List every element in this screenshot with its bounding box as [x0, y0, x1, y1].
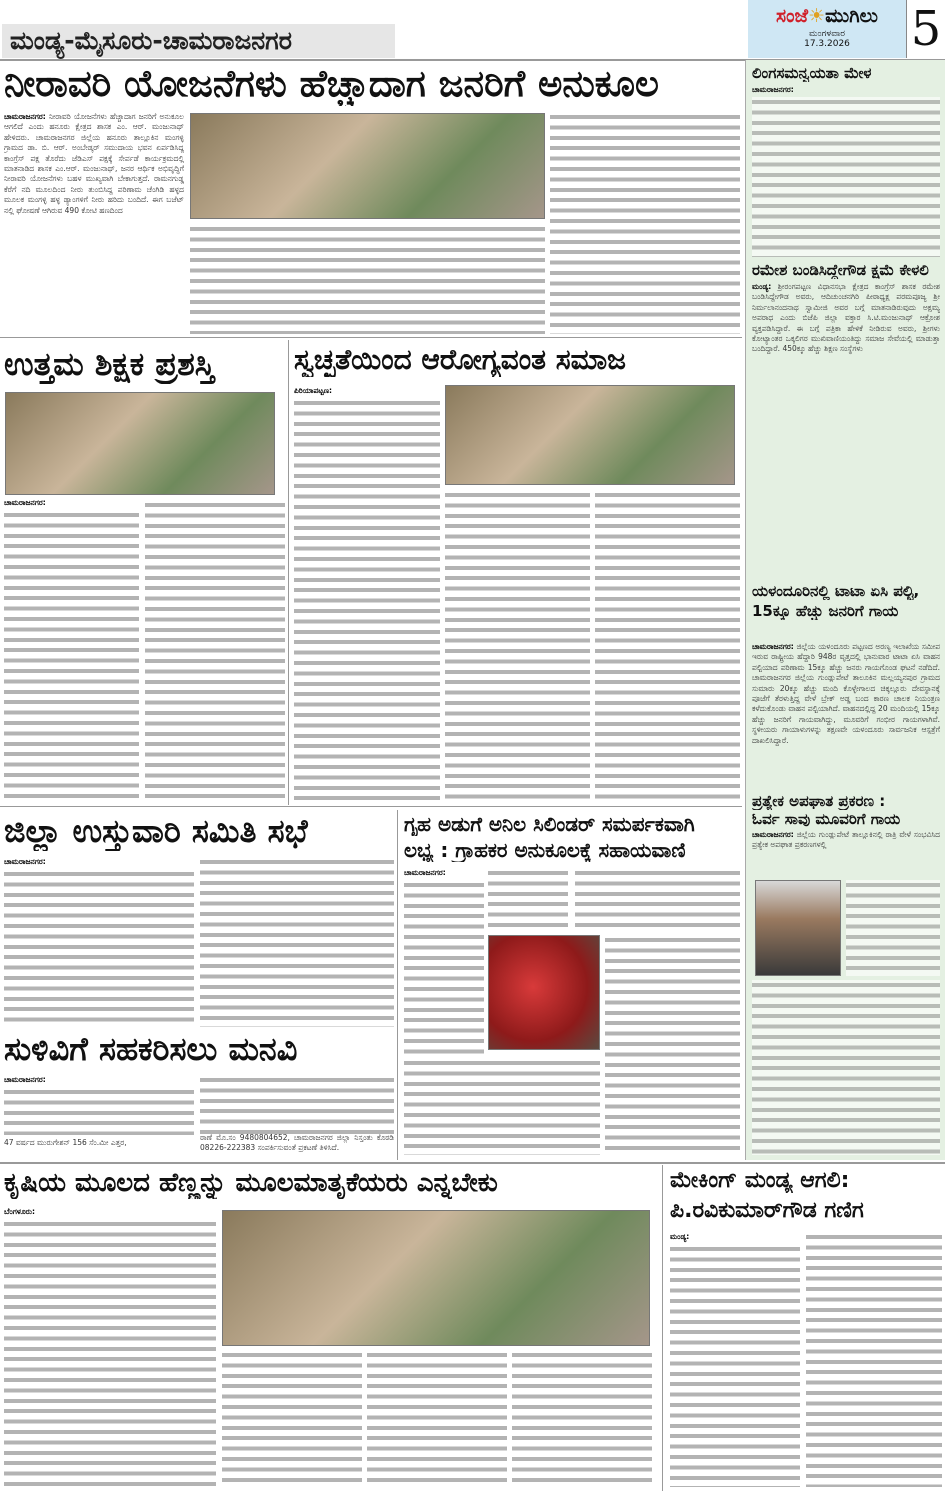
article-accident-text — [752, 980, 940, 1155]
page-number: 5 — [906, 0, 945, 58]
article-gender-text — [752, 97, 940, 257]
photo-gas-cylinders — [488, 935, 600, 1050]
photo-farming-event — [222, 1210, 650, 1346]
article-making-text — [806, 1232, 942, 1487]
headline-tata-ace-sub: 15ಕ್ಕೂ ಹೆಚ್ಚು ಜನರಿಗೆ ಗಾಯ — [752, 602, 899, 620]
dateline: ಚಾಮರಾಜನಗರ: — [4, 498, 46, 507]
photo-teacher-award — [5, 392, 275, 495]
article-accident-body: ಚಾಮರಾಜನಗರ: ಜಿಲ್ಲೆಯ ಗುಂಡ್ಲುಪೇಟೆ ತಾಲ್ಲೂಕಿನಲ್ಲಿ ರಾತ್ರಿ ವೇಳೆ ಸಂಭವಿಸಿದ ಪ್ರತ್ಯೇಕ ಅಪಘಾತ ಪ್ರಕರಣಗಳಲ್ಲಿ — [752, 830, 940, 850]
headline-district-committee: ಜಿಲ್ಲಾ ಉಸ್ತುವಾರಿ ಸಮಿತಿ ಸಭೆ — [4, 812, 308, 850]
headline-clue-appeal: ಸುಳಿವಿಗೆ ಸಹಕರಿಸಲು ಮನವಿ — [4, 1030, 298, 1068]
article-cleanliness-text — [445, 490, 590, 800]
article-farming-text — [222, 1350, 362, 1487]
dateline: ಚಾಮರಾಜನಗರ: — [4, 857, 46, 866]
article-teacher-text — [4, 510, 139, 800]
dateline: ಮಂಡ್ಯ: — [670, 1232, 690, 1241]
headline-tata-ace: ಯಳಂದೂರಿನಲ್ಲಿ ಟಾಟಾ ಏಸಿ ಪಲ್ಟಿ, — [752, 582, 920, 600]
article-committee-text — [200, 857, 394, 1027]
issue-date: 17.3.2026 — [804, 39, 850, 49]
divider — [288, 340, 289, 805]
article-gas-text — [404, 880, 484, 1055]
headline-making-mandya-sub: ಪಿ.ರವಿಕುಮಾರ್‌ಗೌಡ ಗಣಿಗ — [670, 1198, 864, 1223]
headline-gas-cylinder: ಗೃಹ ಅಡುಗೆ ಅನಿಲ ಸಿಲಿಂಡರ್ ಸಮರ್ಪಕವಾಗಿ — [404, 812, 695, 836]
headline-teacher-award: ಉತ್ತಮ ಶಿಕ್ಷಕ ಪ್ರಶಸ್ತಿ — [4, 345, 215, 383]
article-clue-text — [4, 1087, 194, 1135]
article-clue-tail: 47 ವರ್ಷದ ಮುರುಗೇಶನ್ 156 ಸೆಂ.ಮೀ ಎತ್ತರ, — [4, 1138, 127, 1147]
headline-gas-cylinder-sub: ಲಭ್ಯ : ಗ್ರಾಹಕರ ಅನುಕೂಲಕ್ಕೆ ಸಹಾಯವಾಣಿ — [404, 838, 686, 862]
article-cleanliness-text — [294, 398, 440, 800]
article-clue-tail: ಠಾಣೆ ಮೊ.ಸಂ 9480804652, ಚಾಮರಾಜನಗರ ಜಿಲ್ಲಾ ನಿಸ್ತಂತು ಕೊಠಡಿ 08226-222383 ಸಂಪರ್ಕಿಸುವಂತೆ ಪ್ರಕಟಣೆ ತಿಳಿಸಿದೆ. — [200, 1133, 394, 1153]
headline-ramesh-apology: ರಮೇಶ ಬಂಡಿಸಿದ್ದೇಗೌಡ ಕ್ಷಮೆ ಕೇಳಲಿ — [752, 261, 929, 279]
sun-icon: ☀ — [808, 5, 826, 27]
dateline: ಪಿರಿಯಾಪಟ್ಟಣ: — [294, 386, 333, 395]
article-irrigation-text — [550, 112, 740, 334]
dateline: ಚಾಮರಾಜನಗರ: — [404, 868, 446, 877]
divider — [397, 810, 398, 1160]
headline-gender-fair: ಲಿಂಗಸಮನ್ವಯತಾ ಮೇಳ — [752, 64, 872, 82]
article-teacher-text — [145, 500, 285, 800]
article-clue-text — [200, 1075, 394, 1135]
article-gas-text — [404, 1058, 600, 1155]
article-making-text — [670, 1244, 800, 1487]
photo-victim-portrait — [755, 880, 841, 976]
article-irrigation-body: ಚಾಮರಾಜನಗರ: ನೀರಾವರಿ ಯೋಜನೆಗಳು ಹೆಚ್ಚಾದಾಗ ಜನರಿಗೆ ಅನುಕೂಲ ಆಗಲಿದೆ ಎಂದು ಹನೂರು ಕ್ಷೇತ್ರದ ಶಾಸಕ ಎಂ. ಆರ್. ಮಂಜುನಾಥ್ ಹೇಳಿದರು. ಚಾಮರಾಜನಗರ ಜಿಲ್ಲೆಯ ಹನೂರು ತಾಲ್ಲೂಕಿನ ಮಂಗಳ್ಳಿ ಗ್ರಾಮದ ಡಾ. ಬಿ. ಆರ್. ಅಂಬೇಡ್ಕರ್ ಸಮುದಾಯ ಭವನ ಏರ್ಪಡಿಸಿದ್ದ ಕಾಂಗ್ರೆಸ್ ಪಕ್ಷ ತೊರೆದು ಜೆಡಿಎಸ್ ಪಕ್ಷಕ್ಕೆ ಸೇರ್ಪಡೆ ಕಾರ್ಯಕ್ರಮದಲ್ಲಿ ಮಾತನಾಡಿದ ಶಾಸಕ ಎಂ.ಆರ್. ಮಂಜುನಾಥ್, ಜನರ ಆರ್ಥಿಕ ಅಭಿವೃದ್ಧಿಗೆ ನೀರಾವರಿ ಯೋಜನೆಗಳು ಬಹಳ ಮುಖ್ಯವಾಗಿ ಬೇಕಾಗುತ್ತದೆ. ರಾಮನಗುಡ್ಡ ಕೆರೆಗೆ ನದಿ ಮೂಲದಿಂದ ನೀರು ತುಂಬಿಸಿದ್ದ ಪರಿಣಾಮ ಚೆಂಗಿಡಿ ಹಳ್ಳದ ಮೂಲಕ ಮಂಗಳ್ಳಿ ಹಳ್ಳ ಡ್ಯಾಂಗಳಿಗೆ ನೀರು ಹರಿದು ಬಂದಿದೆ. ಈಗ ಬಜೆಟ್ ನಲ್ಲಿ ಘೋಷಣೆ ಆಗಿರುವ 490 ಕೋಟಿ ಹಣದಿಂದ — [4, 112, 184, 215]
article-farming-text — [4, 1219, 216, 1487]
divider — [662, 1165, 663, 1491]
divider — [0, 337, 742, 338]
article-gas-text — [575, 868, 740, 930]
article-accident-text — [846, 880, 940, 976]
issue-day: ಮಂಗಳವಾರ — [808, 29, 846, 39]
article-committee-text — [4, 869, 194, 1027]
dateline: ಚಾಮರಾಜನಗರ: — [752, 85, 794, 94]
article-farming-text — [512, 1350, 652, 1487]
article-cleanliness-text — [595, 490, 740, 800]
headline-accident-sub: ಓರ್ವ ಸಾವು ಮೂವರಿಗೆ ಗಾಯ — [752, 810, 901, 828]
headline-irrigation: ನೀರಾವರಿ ಯೋಜನೆಗಳು ಹೆಚ್ಚಾದಾಗ ಜನರಿಗೆ ಅನುಕೂಲ — [4, 62, 659, 105]
article-farming-text — [367, 1350, 507, 1487]
article-ramesh-body: ಮಂಡ್ಯ: ಶ್ರೀರಂಗಪಟ್ಟಣ ವಿಧಾನಸಭಾ ಕ್ಷೇತ್ರದ ಕಾಂಗ್ರೆಸ್ ಶಾಸಕ ರಮೇಶ ಬಂಡಿಸಿದ್ದೇಗೌಡ ಅವರು, ಆದಿಚುಂಚನಗಿರಿ ಪೀಠಾಧ್ಯಕ್ಷ ಪರಮಪೂಜ್ಯ ಶ್ರೀ ನಿರ್ಮಲಾನಂದನಾಥ ಸ್ವಾಮೀಜಿ ಅವರ ಬಗ್ಗೆ ಮಾತನಾಡಿರುವುದು ಅಕ್ಷಮ್ಯ ಅಪರಾಧ ಎಂದು ಬಿಜೆಪಿ ಜಿಲ್ಲಾ ವಕ್ತಾರ ಸಿ.ಟಿ.ಮಂಜುನಾಥ್ ಆಕ್ರೋಶ ವ್ಯಕ್ತಪಡಿಸಿದ್ದಾರೆ. ಈ ಬಗ್ಗೆ ಪತ್ರಿಕಾ ಹೇಳಿಕೆ ನೀಡಿರುವ ಅವರು, ಶ್ರೀಗಳು ಕೋಟ್ಯಾಂತರ ಒಕ್ಕಲಿಗರ ಮುಖಿವಾಣಿಯಂತಿದ್ದು ಸಮಾಜ ಸೇವೆಯಲ್ಲಿ ಮಾಡುತ್ತಾ ಬಂದಿದ್ದಾರೆ. 450ಕ್ಕೂ ಹೆಚ್ಚು ಶಿಕ್ಷಣ ಸಂಸ್ಥೆಗಳು — [752, 282, 940, 354]
headline-accident: ಪ್ರತ್ಯೇಕ ಅಪಘಾತ ಪ್ರಕರಣ : — [752, 792, 886, 810]
photo-cleanliness-event — [445, 385, 735, 485]
brand-name: ಸಂಜೆ☀ಮುಗಿಲು — [776, 5, 878, 27]
article-tata-body: ಚಾಮರಾಜನಗರ: ಜಿಲ್ಲೆಯ ಯಳಂದೂರು ಪಟ್ಟಣದ ಅರಣ್ಯ ಇಲಾಖೆಯ ಸಮೀಪ ಇರುವ ರಾಷ್ಟ್ರೀಯ ಹೆದ್ದಾರಿ 948ರ ವೃತ್ತದಲ್ಲಿ ಭಾನುವಾರ ಟಾಟಾ ಏಸಿ ವಾಹನ ಪಲ್ಟಿಯಾದ ಪರಿಣಾಮ 15ಕ್ಕೂ ಹೆಚ್ಚು ಜನರು ಗಾಯಗೊಂಡ ಘಟನೆ ನಡೆದಿದೆ. ಚಾಮರಾಜನಗರ ಜಿಲ್ಲೆಯ ಗುಂಡ್ಲುಪೇಟೆ ತಾಲೂಕಿನ ಮಲ್ಲಯ್ಯನಪುರ ಗ್ರಾಮದ ಸುಮಾರು 20ಕ್ಕೂ ಹೆಚ್ಚು ಮಂದಿ ಕೊಳ್ಳೇಗಾಲದ ಚಿಕ್ಕಲ್ಲೂರು ದೇವಸ್ಥಾನಕ್ಕೆ ಪೂಜೆಗೆ ತೆರಳುತ್ತಿದ್ದ ವೇಳೆ ಬ್ರೇಕ್ ಅಡ್ಡ ಬಂದ ಕಾರಣ ಚಾಲಕ ನಿಯಂತ್ರಣ ಕಳೆದುಕೊಂಡು ವಾಹನ ಪಲ್ಟಿಯಾಗಿದೆ. ವಾಹನದಲ್ಲಿದ್ದ 20 ಮಂದಿಯಲ್ಲಿ 15ಕ್ಕೂ ಹೆಚ್ಚು ಜನರಿಗೆ ಗಾಯವಾಗಿದ್ದು, ಮೂವರಿಗೆ ಗಂಭೀರ ಗಾಯಗಳಾಗಿವೆ. ಸ್ಥಳೀಯರು ಗಾಯಾಳುಗಳನ್ನು ತಕ್ಷಣವೇ ಯಳಂದೂರು ಸಾರ್ವಜನಿಕ ಆಸ್ಪತ್ರೆಗೆ ದಾಖಲಿಸಿದ್ದಾರೆ. — [752, 642, 940, 745]
divider — [0, 806, 742, 807]
article-gas-text — [605, 935, 740, 1155]
article-gas-text — [488, 868, 568, 930]
divider — [0, 1162, 945, 1164]
dateline: ಬೆಂಗಳೂರು: — [4, 1207, 36, 1216]
headline-farming-women: ಕೃಷಿಯ ಮೂಲದ ಹೆಣ್ಣನ್ನು ಮೂಲಮಾತೃಕೆಯರು ಎನ್ನಬೇಕು — [4, 1168, 498, 1198]
section-title: ಮಂಡ್ಯ-ಮೈಸೂರು-ಚಾಮರಾಜನಗರ — [2, 24, 395, 58]
article-irrigation-text — [190, 224, 545, 334]
dateline: ಚಾಮರಾಜನಗರ: — [4, 1075, 46, 1084]
photo-irrigation-event — [190, 113, 545, 219]
headline-cleanliness: ಸ್ವಚ್ಛತೆಯಿಂದ ಆರೋಗ್ಯವಂತ ಸಮಾಜ — [294, 343, 626, 376]
headline-making-mandya: ಮೇಕಿಂಗ್ ಮಂಡ್ಯ ಆಗಲಿ: — [670, 1168, 850, 1193]
masthead-logo — [748, 0, 906, 58]
